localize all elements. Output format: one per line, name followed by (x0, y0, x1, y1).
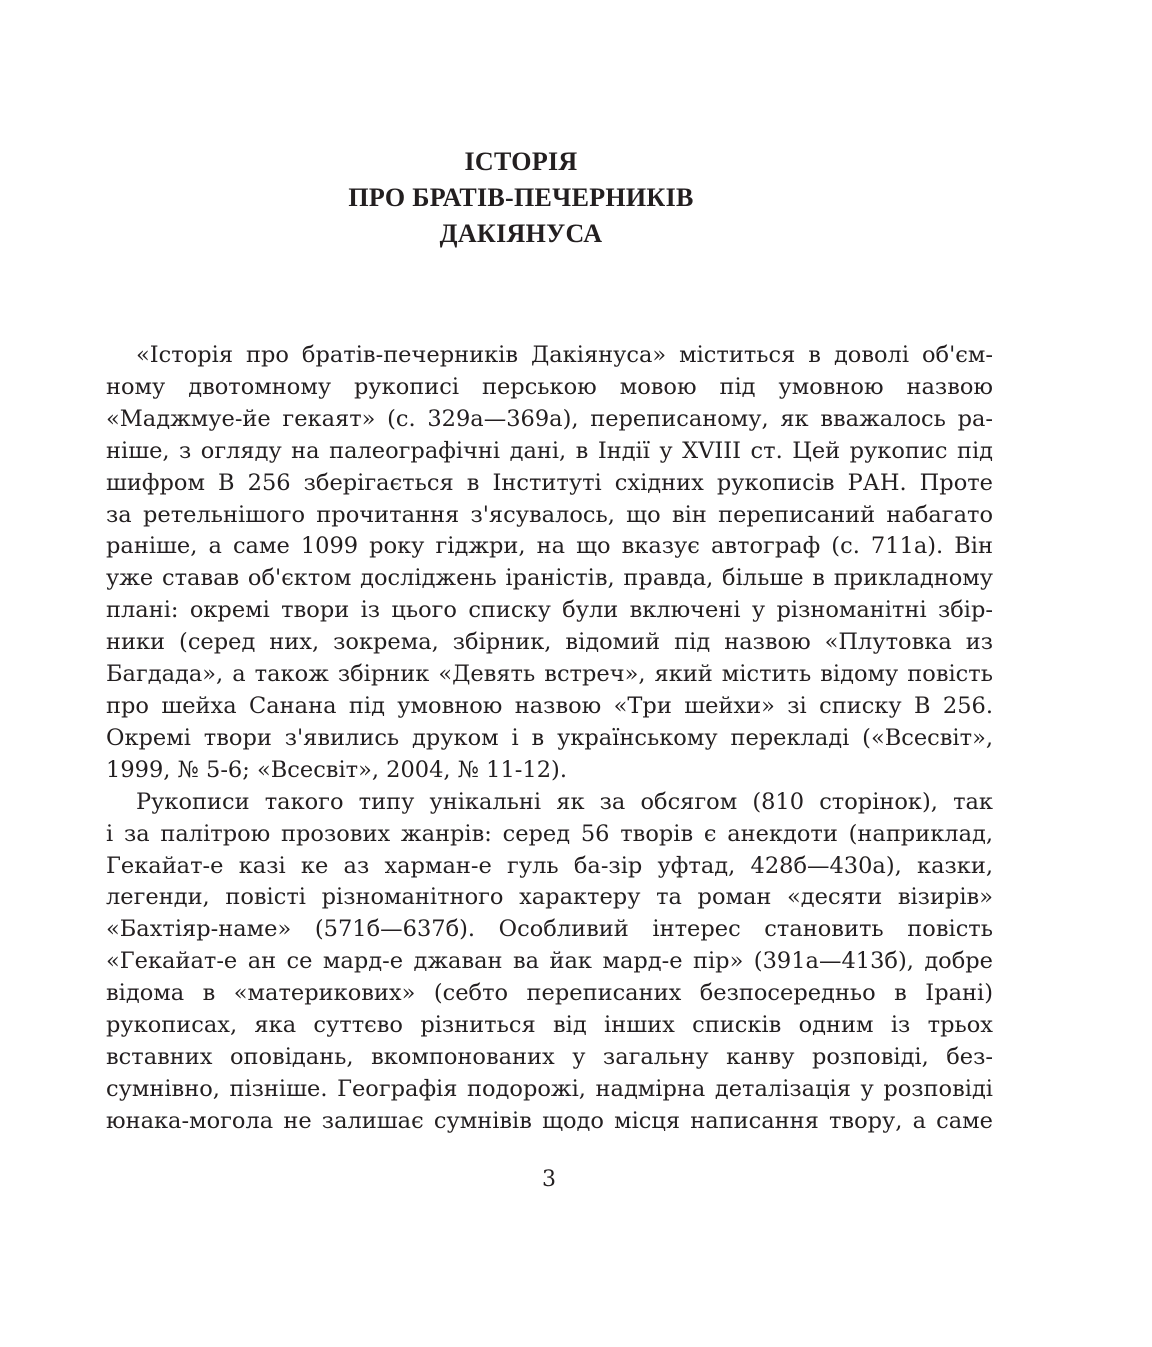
text-line: уже ставав об'єктом досліджень іраністів, правда, більше в прикладному (106, 565, 993, 592)
text-line: «Гекайат-е ан се мард-е джаван ва йак мард-е пір» (391а—413б), добре (106, 948, 993, 975)
text-line: рукописах, яка суттєво різниться від інших списків одним із трьох (106, 1012, 993, 1039)
text-line: «Бахтіяр-наме» (571б—637б). Особливий інтерес становить повість (106, 916, 993, 943)
title-line-1: ІСТОРІЯ (464, 147, 578, 176)
text-line: шифром В 256 зберігається в Інституті східних рукописів РАН. Проте (106, 469, 993, 496)
body-text (106, 340, 993, 1138)
chapter-title (0, 144, 1042, 252)
page-number: 3 (542, 1167, 556, 1192)
text-line: «Маджмуе-йе гекаят» (с. 329а—369а), переписаному, як вважалось ра- (106, 405, 993, 432)
text-line: відома в «материкових» (себто переписаних безпосередньо в Ірані) (106, 980, 993, 1007)
text-line: 1999, № 5-6; «Всесвіт», 2004, № 11-12). (106, 756, 567, 783)
text-line: ному двотомному рукописі перською мовою під умовною назвою (106, 373, 993, 400)
text-line: за ретельнішого прочитання з'ясувалось, що він переписаний набагато (106, 501, 993, 528)
text-line: і за палітрою прозових жанрів: серед 56 творів є анекдоти (наприклад, (106, 820, 993, 847)
title-line-2: ПРО БРАТІВ-ПЕЧЕРНИКІВ (348, 183, 694, 212)
text-line: юнака-могола не залишає сумнівів щодо місця написання твору, а саме (106, 1107, 993, 1134)
text-line: Багдада», а також збірник «Девять встреч», який містить відому повість (106, 661, 993, 688)
text-line: легенди, повісті різноманітного характеру та роман «десяти візирів» (106, 884, 993, 911)
text-line: вставних оповідань, вкомпонованих у загальну канву розповіді, без- (106, 1043, 993, 1070)
text-line: ники (серед них, зокрема, збірник, відомий під назвою «Плутовка из (106, 629, 993, 656)
text-line: Рукописи такого типу унікальні як за обсягом (810 сторінок), так (136, 788, 993, 815)
title-line-3: ДАКІЯНУСА (439, 219, 603, 248)
paragraph-2 (106, 787, 993, 1138)
text-line: «Історія про братів-печерників Дакіянуса» міститься в доволі об'єм- (136, 342, 993, 368)
text-line: Гекайат-е казі ке аз харман-е гуль ба-зір уфтад, 428б—430а), казки, (106, 852, 993, 879)
text-line: раніше, а саме 1099 року гіджри, на що вказує автограф (с. 711а). Він (106, 533, 993, 560)
text-line: про шейха Санана під умовною назвою «Три шейхи» зі списку В 256. (106, 692, 993, 719)
paragraph-1 (106, 340, 993, 787)
text-line: плані: окремі твори із цього списку були включені у різноманітні збір- (106, 597, 993, 624)
text-line: сумнівно, пізніше. Географія подорожі, надмірна деталізація у розповіді (106, 1075, 993, 1102)
text-line: ніше, з огляду на палеографічні дані, в Індії у XVIII ст. Цей рукопис під (106, 437, 993, 464)
text-line: Окремі твори з'явились друком і в українському перекладі («Всесвіт», (106, 724, 993, 751)
